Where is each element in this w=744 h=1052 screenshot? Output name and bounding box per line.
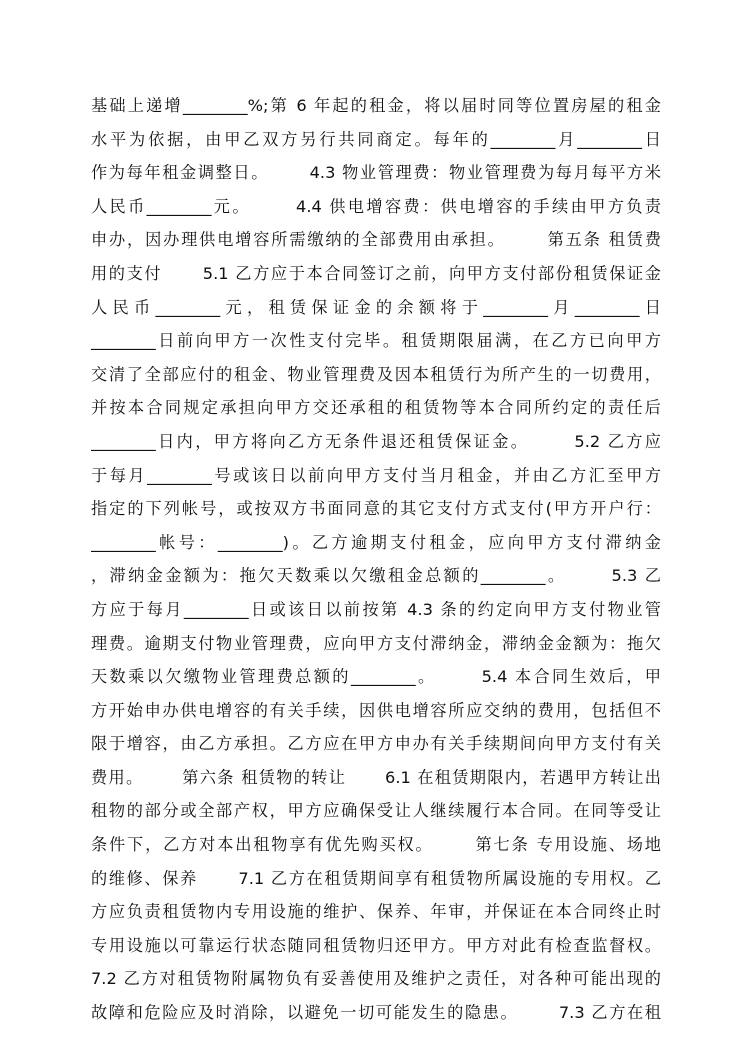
- text-line: ，滞纳金金额为：拖欠天数乘以欠缴租金总额的________。 5.3 乙: [91, 566, 661, 586]
- text-line: 水平为依据，由甲乙双方另行共同商定。每年的________月________日: [91, 129, 661, 149]
- text-line: 交清了全部应付的租金、物业管理费及因本租赁行为所产生的一切费用，: [91, 364, 661, 384]
- text-line: 方应负责租赁物内专用设施的维护、保养、年审，并保证在本合同终止时: [91, 902, 661, 922]
- text-line: 并按本合同规定承担向甲方交还承租的租赁物等本合同所约定的责任后: [91, 398, 661, 418]
- text-line: 专用设施以可靠运行状态随同租赁物归还甲方。甲方对此有检查监督权。: [91, 935, 661, 955]
- text-line: 的维修、保养 7.1 乙方在租赁期间享有租赁物所属设施的专用权。乙: [91, 868, 661, 888]
- contract-body-text: [91, 89, 661, 1030]
- text-line: 天数乘以欠缴物业管理费总额的________。 5.4 本合同生效后，甲: [91, 667, 661, 687]
- text-line: 费用。 第六条 租赁物的转让 6.1 在租赁期限内，若遇甲方转让出: [91, 767, 661, 787]
- text-line: 限于增容，由乙方承担。乙方应在甲方申办有关手续期间向甲方支付有关: [91, 734, 661, 754]
- text-line: 方开始申办供电增容的有关手续，因供电增容所应交纳的费用，包括但不: [91, 700, 661, 720]
- text-line: 指定的下列帐号，或按双方书面同意的其它支付方式支付(甲方开户行：: [91, 499, 661, 519]
- text-line: 租物的部分或全部产权，甲方应确保受让人继续履行本合同。在同等受让: [91, 801, 661, 821]
- text-line: 用的支付 5.1 乙方应于本合同签订之前，向甲方支付部份租赁保证金: [91, 263, 661, 283]
- text-line: 于每月________号或该日以前向甲方支付当月租金，并由乙方汇至甲方: [91, 465, 661, 485]
- text-line: 人民币________元，租赁保证金的余额将于________月________日: [91, 297, 661, 317]
- text-line: 7.2 乙方对租赁物附属物负有妥善使用及维护之责任，对各种可能出现的: [91, 969, 661, 989]
- text-line: 理费。逾期支付物业管理费，应向甲方支付滞纳金，滞纳金金额为：拖欠: [91, 633, 661, 653]
- text-line: 申办，因办理供电增容所需缴纳的全部费用由承担。 第五条 租赁费: [91, 230, 661, 250]
- text-line: ________日内，甲方将向乙方无条件退还租赁保证金。 5.2 乙方应: [91, 431, 661, 451]
- text-line: ________帐号：________)。乙方逾期支付租金，应向甲方支付滞纳金: [91, 532, 661, 552]
- text-line: 基础上递增________%;第 6 年起的租金，将以届时同等位置房屋的租金: [91, 96, 661, 115]
- text-line: 条件下，乙方对本出租物享有优先购买权。 第七条 专用设施、场地: [91, 835, 661, 855]
- text-line: 方应于每月________日或该日以前按第 4.3 条的约定向甲方支付物业管: [91, 599, 661, 619]
- text-line: ________日前向甲方一次性支付完毕。租赁期限届满，在乙方已向甲方: [91, 331, 661, 351]
- text-line: 故障和危险应及时消除，以避免一切可能发生的隐患。 7.3 乙方在租: [91, 1003, 661, 1023]
- text-line: 作为每年租金调整日。 4.3 物业管理费：物业管理费为每月每平方米: [91, 163, 661, 183]
- text-line: 人民币________元。 4.4 供电增容费：供电增容的手续由甲方负责: [91, 196, 661, 216]
